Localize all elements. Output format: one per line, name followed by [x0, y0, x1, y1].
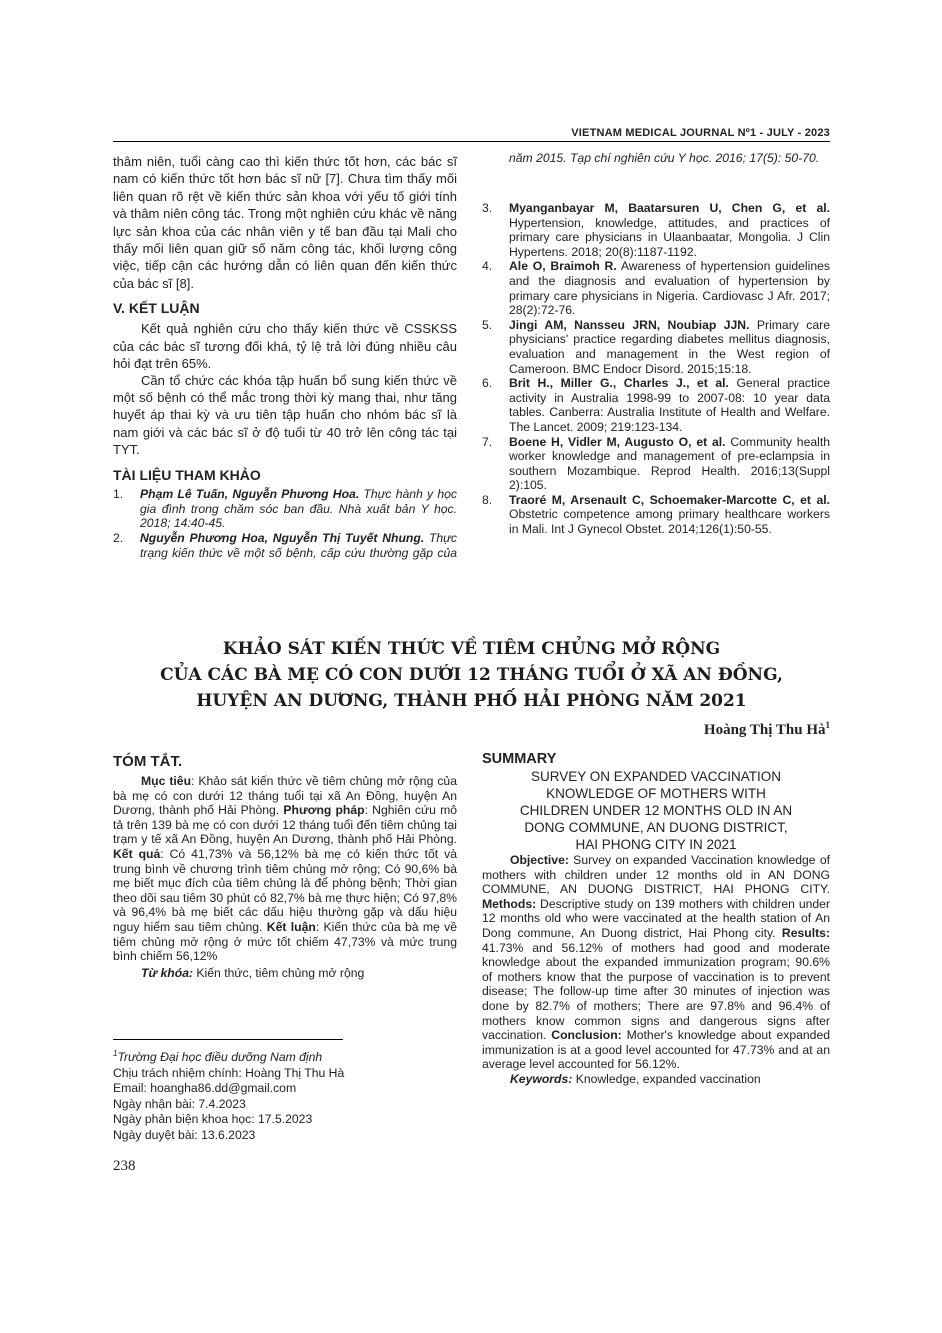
accepted-date: Ngày duyệt bài: 13.6.2023 [113, 1128, 256, 1143]
reference-item: 3. Myanganbayar M, Baatarsuren U, Chen G, et al. Hypertension, knowledge, attitudes, and practices of primary care physicians in Ulaanbaatar, Mongolia. J Clin Hypertens. 2018; 20(8):1187-1192. [482, 201, 830, 259]
email: Email: hoangha86.dd@gmail.com [113, 1081, 297, 1096]
summary-paragraph: Objective: Survey on expanded Vaccination knowledge of mothers with children under 12 months old in AN DONG COMMUNE, AN DUONG DISTRICT, HAI PHONG CITY. Methods: Descriptive study on 139 mothers with children under 12 months old who were vaccinated at the health station of An Dong commune, An Duong district, Hai Phong city. Results: 41.73% and 56.12% of mothers had good and moderate knowledge about the expanded immunization program; 90.6% of mothers know that the purpose of vaccination is to prevent disease; The follow-up time after 30 minutes of injection was done by 82.7% of mothers; There are 97.8% and 96.4% of mothers know common signs and dangerous signs after vaccination. Conclusion: Mother's knowledge about expanded immunization is at a good level accounted for 47.73% and at an average level accounted for 56.12%. [482, 853, 830, 1072]
summary-heading: SUMMARY [482, 751, 557, 767]
vietnamese-abstract [113, 752, 457, 980]
article-author: Hoàng Thị Thu $Hà^1$ [703, 720, 830, 738]
journal-header: VIETNAM MEDICAL JOURNAL Nº1 - JULY - 2023 [571, 127, 830, 139]
conclusion-paragraph-2: Cần tổ chức các khóa tập huấn bổ sung kiến thức về một số bệnh có thể mắc trong thời kỳ mang thai, như tăng huyết áp thai kỳ và ưu tiên tập huấn cho nhóm bác sĩ là nam giới và các bác sĩ ở độ tuổi từ 40 trở lên công tác tại TYT. [113, 373, 457, 457]
footnotes [113, 1046, 344, 1144]
footnote-rule [113, 1039, 343, 1040]
reference-continuation: năm 2015. Tạp chí nghiên cứu Y học. 2016; 17(5): 50-70. [509, 151, 820, 165]
references-heading: TÀI LIỆU THAM KHẢO [113, 467, 261, 484]
review-date: Ngày phản biện khoa học: 17.5.2023 [113, 1112, 313, 1127]
received-date: Ngày nhận bài: 7.4.2023 [113, 1096, 246, 1111]
title-line: CỦA CÁC BÀ MẸ CÓ CON DƯỚI 12 THÁNG TUỔI Ở XÃ AN ĐỒNG, [160, 665, 783, 685]
english-summary [482, 750, 830, 1087]
title-line: KHẢO SÁT KIẾN THỨC VỀ TIÊM CHỦNG MỞ RỘNG [222, 639, 721, 659]
reference-item: 6. Brit H., Miller G., Charles J., et al. General practice activity in Australia 1998-99 to 2007-08: 10 year data tables. Canberra: Australia Institute of Health and Welfare. The Lancet. 2009; 219:123-134. [482, 376, 830, 434]
prev-body-paragraph: thâm niên, tuổi càng cao thì kiến thức tốt hơn, các bác sĩ nam có kiến thức tốt hơn bác sĩ nữ [7]. Chưa tìm thấy mối liên quan rõ rệt về kiến thức sản khoa với yếu tố giới tính và thâm niên công tác. Trong một nghiên cứu khác về năng lực sản khoa của các nhân viên y tế ban đầu tại Mali cho thấy mối liên quan giữ số năm công tác, khối lượng công việc, tiếp cận các hướng dẫn có liên quan đến kiến thức của bác sĩ [8]. [113, 154, 457, 291]
reference-item: 8. Traoré M, Arsenault C, Schoemaker-Marcotte C, et al. Obstetric competence among primary healthcare workers in Mali. Int J Gynecol Obstet. 2014;126(1):50-55. [482, 492, 830, 537]
conclusion-paragraph-1: Kết quả nghiên cứu cho thấy kiến thức về CSSKSS của các bác sĩ tương đối khá, tỷ lệ trả lời đúng nhiều câu hỏi đạt trên 65%. [113, 321, 457, 371]
article-title [113, 636, 830, 714]
prev-article-left-column [113, 153, 457, 560]
reference-item: 2. Nguyễn Phương Hoa, Nguyễn Thị Tuyết Nhung. Thực trạng kiến thức về một số bệnh, cấp cứu thường gặp của [113, 531, 457, 560]
page-number: 238 [113, 1158, 136, 1174]
reference-item: 7. Boene H, Vidler M, Augusto O, et al. Community health worker knowledge and management of pre-eclampsia in southern Mozambique. Reprod Health. 2016;13(Suppl 2):105. [482, 434, 830, 493]
summary-keywords-line: Keywords: Knowledge, expanded vaccination [510, 1071, 761, 1086]
summary-title: SURVEY ON EXPANDED VACCINATION KNOWLEDGE OF MOTHERS WITH CHILDREN UNDER 12 MONTHS OLD IN AN DONG COMMUNE, AN DUONG DISTRICT, HAI PHONG CITY IN 2021 [519, 769, 793, 852]
reference-item: 1. Phạm Lê Tuấn, Nguyễn Phương Hoa. Thực hành y học gia đình trong chăm sóc ban đầu. Nhà xuất bản Y học. 2018; 14:40-45. [113, 487, 457, 531]
prev-article-right-column [482, 151, 830, 537]
reference-item: 4. Ale O, Braimoh R. Awareness of hypertension guidelines and the diagnosis and evaluation of hypertension by primary care physicians in Nigeria. Cardiovasc J Afr. 2017; 28(2):72-76. [482, 259, 830, 318]
conclusion-heading: V. KẾT LUẬN [113, 300, 200, 317]
title-line: HUYỆN AN DƯƠNG, THÀNH PHỐ HẢI PHÒNG NĂM 2021 [196, 691, 747, 711]
keywords-line: Từ khóa: Kiến thức, tiêm chủng mở rộng [141, 965, 365, 980]
affiliation: $^1$Trường Đại học điều dưỡng Nam định [113, 1049, 323, 1065]
abstract-heading: TÓM TẮT. [113, 753, 183, 770]
corresponding-author: Chịu trách nhiệm chính: Hoàng Thị Thu Hà [113, 1065, 345, 1080]
abstract-paragraph: Mục tiêu: Khảo sát kiến thức về tiêm chủng mở rộng của bà mẹ có con dưới 12 tháng tuổi tại xã An Đồng, huyện An Dương, thành phố Hải Phòng. Phương pháp: Nghiên cứu mô tả trên 139 bà mẹ có con dưới 12 tháng tuổi đến tiêm chủng tại trạm y tế xã An Đồng, huyện An Dương, thành phố Hải Phòng. Kết quả: Có 41,73% và 56,12% bà mẹ có kiến thức tốt và trung bình về chương trình tiêm chủng mở rộng; Có 90,6% bà mẹ biết mục đích của tiêm chủng là để phòng bệnh; Thời gian theo dõi sau tiêm 30 phút có 82,7% bà mẹ thực hiện; Có 97,8% và 96,4% bà mẹ biết các dấu hiệu thường gặp và dấu hiệu nguy hiểm sau tiêm chủng. Kết luận: Kiến thức của bà mẹ về tiêm chủng mở rộng ở mức tốt chiếm 47,73% và mức trung bình chiếm 56,12% [113, 774, 458, 964]
header-rule [113, 141, 830, 142]
reference-item: 5. Jingi AM, Nansseu JRN, Noubiap JJN. Primary care physicians' practice regarding diabetes mellitus diagnosis, evaluation and management in the West region of Cameroon. BMC Endocr Disord. 2015;15:18. [482, 317, 830, 376]
